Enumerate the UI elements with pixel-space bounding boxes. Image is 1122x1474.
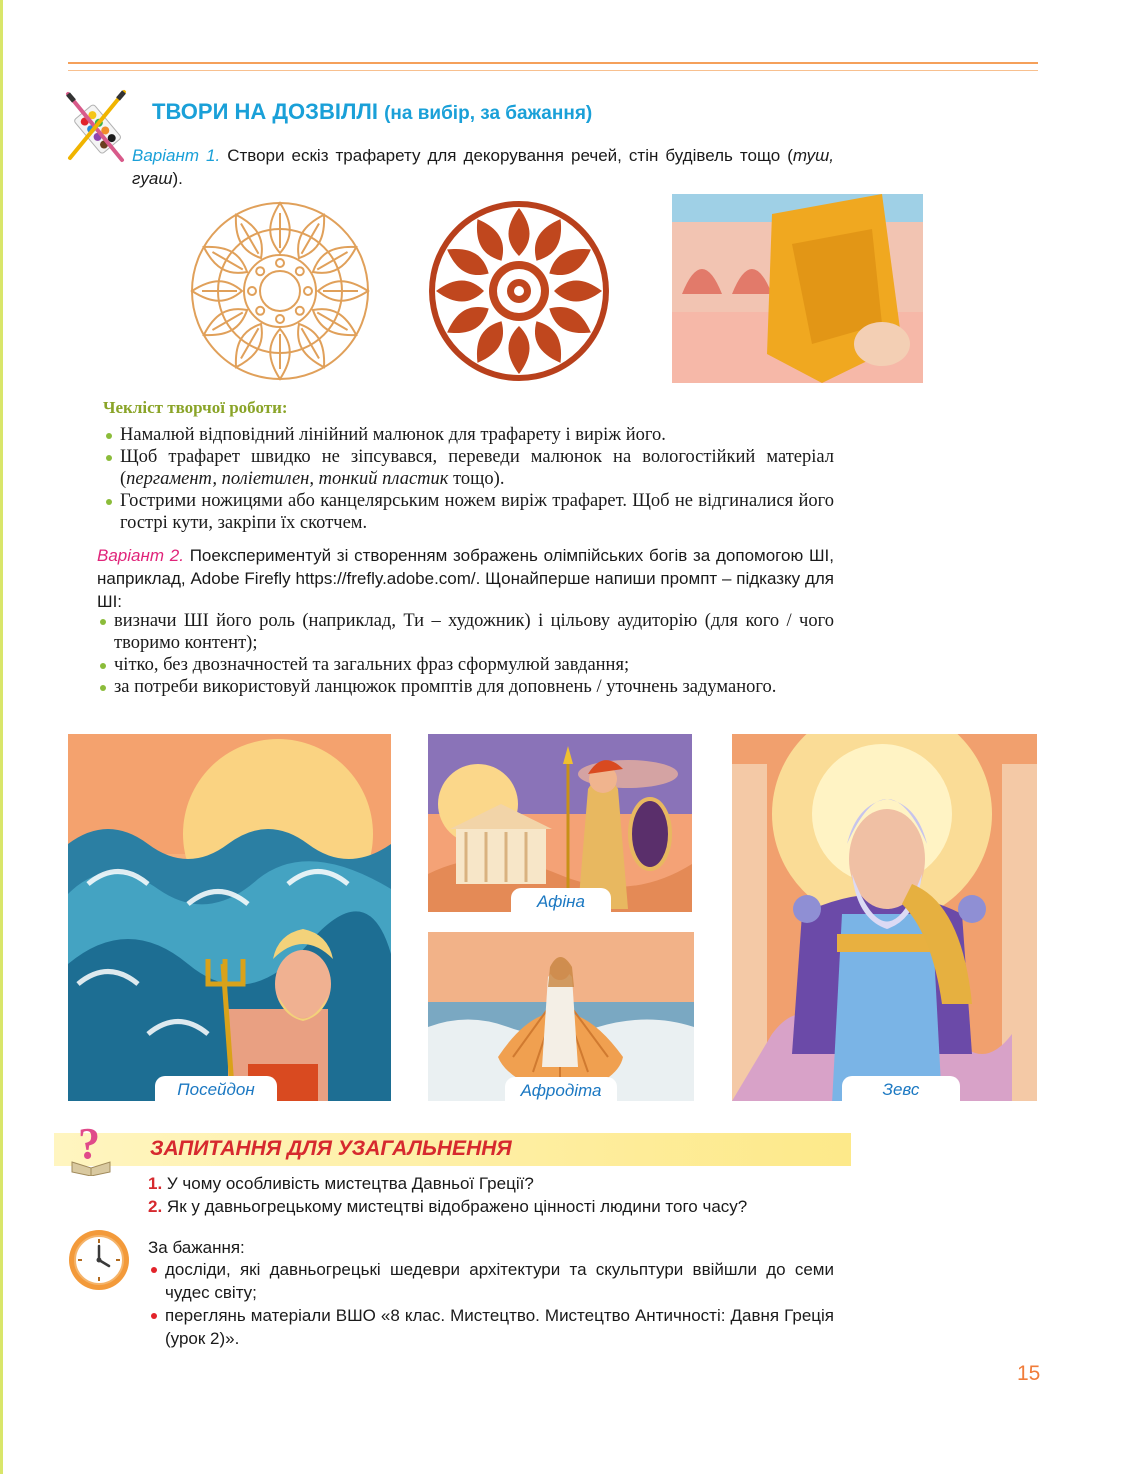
top-divider (68, 62, 1038, 64)
variant1-text: Створи ескіз трафарету для декорування речей, стін будівель тощо ( (220, 146, 793, 165)
aphrodite-image (428, 932, 694, 1101)
caption-aphrodite: Афродіта (505, 1077, 617, 1105)
variant2-label: Варіант 2. (97, 546, 184, 565)
variant2-paragraph (97, 544, 834, 613)
prompt-tip-item (97, 676, 834, 698)
variant1-paragraph (132, 144, 834, 190)
stencil-wall-photo (672, 194, 923, 383)
checklist-item-2-end: тощо). (448, 469, 505, 489)
clock-icon (67, 1228, 131, 1292)
checklist-item-3-text: Гострими ножицями або канцелярським ножем виріж трафарет. Щоб не відгиналися його гострі кути, закріпи їх скотчем. (120, 491, 834, 533)
question-item (148, 1195, 747, 1218)
prompt-tip-item (97, 610, 834, 654)
checklist-item (103, 424, 834, 446)
question-1-number: 1. (148, 1174, 163, 1193)
questions-list (148, 1172, 747, 1218)
caption-poseidon: Посейдон (155, 1076, 277, 1104)
optional-item (148, 1258, 834, 1304)
question-2-text: Як у давньогрецькому мистецтві відображено цінності людини того часу? (162, 1197, 748, 1216)
section-title (152, 99, 592, 125)
top-divider-thin (68, 70, 1038, 71)
checklist-list (103, 424, 834, 534)
optional-item-1: досліди, які давньогрецькі шедеври архітектури та скульптури ввійшли до семи чудес світу; (165, 1260, 834, 1302)
athena-image (428, 734, 692, 912)
prompt-tip-1: визначи ШІ його роль (наприклад, Ти – художник) і цільову аудиторію (для кого / чого творимо контент); (114, 611, 834, 653)
question-item (148, 1172, 747, 1195)
paint-palette-brushes-icon (60, 86, 130, 166)
poseidon-image (68, 734, 391, 1101)
variant1-materials: туш, гуаш (132, 146, 834, 188)
optional-item-2: переглянь матеріали ВШО «8 клас. Мистецтво. Мистецтво Античності: Давня Греція (урок 2)». (165, 1306, 834, 1348)
question-2-number: 2. (148, 1197, 163, 1216)
checklist-item (103, 490, 834, 534)
prompt-tip-2: чітко, без двозначностей та загальних фраз сформулюй завдання; (114, 655, 630, 675)
caption-athena: Афіна (511, 888, 611, 916)
question-book-icon (66, 1118, 116, 1176)
svg-text:?: ? (78, 1119, 100, 1168)
prompt-tips-list (97, 610, 834, 698)
checklist-title: Чекліст творчої роботи: (103, 398, 288, 417)
section-title-main: ТВОРИ НА ДОЗВІЛЛІ (152, 99, 378, 124)
stencil-rosette-outline-image (187, 198, 373, 384)
section-title-subtitle: (на вибір, за бажання) (384, 103, 593, 124)
questions-title: ЗАПИТАННЯ ДЛЯ УЗАГАЛЬНЕННЯ (150, 1137, 512, 1160)
question-1-text: У чому особливість мистецтва Давньої Греції? (162, 1174, 534, 1193)
checklist-item-1-text: Намалюй відповідний лінійний малюнок для трафарету і виріж його. (120, 425, 666, 445)
checklist-item-2-materials: пергамент, поліетилен, тонкий пластик (126, 469, 449, 489)
zeus-image (732, 734, 1037, 1101)
page-number: 15 (1017, 1362, 1041, 1385)
checklist-item (103, 446, 834, 490)
left-margin-rule (0, 0, 3, 1474)
prompt-tip-3: за потреби використовуй ланцюжок промптів для доповнень / уточнень задуманого. (114, 677, 777, 697)
prompt-tip-item (97, 654, 834, 676)
checklist-item-2-text: Щоб трафарет швидко не зіпсувався, переведи малюнок на вологостійкий матеріал ( (120, 447, 834, 489)
optional-item (148, 1304, 834, 1350)
variant1-label: Варіант 1. (132, 146, 221, 165)
variant2-text: Поекспериментуй зі створенням зображень олімпійських богів за допомогою ШІ, наприклад, Adobe Firefly https://frefly.adobe.com/. Щонайперше напиши промпт – підказку для ШІ: (97, 546, 834, 611)
stencil-rosette-filled-image (426, 198, 612, 384)
caption-zeus: Зевс (842, 1076, 960, 1104)
optional-intro: За бажання: (148, 1238, 245, 1257)
optional-list (148, 1258, 834, 1350)
variant1-text-end: ). (172, 169, 183, 188)
